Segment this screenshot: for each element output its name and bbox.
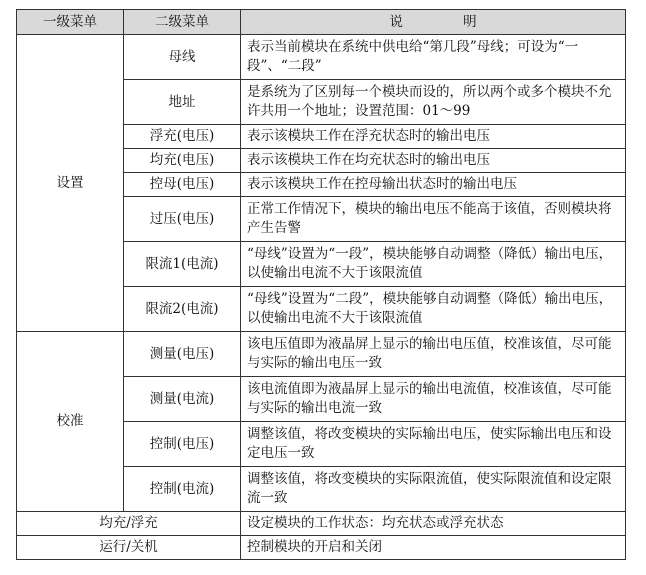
description-cell: 设定模块的工作状态：均充状态或浮充状态 [241, 512, 626, 536]
submenu-cell: 控制(电压) [124, 422, 241, 467]
description-cell: 表示该模块工作在浮充状态时的输出电压 [241, 125, 626, 149]
submenu-cell: 地址 [124, 80, 241, 125]
submenu-cell: 浮充(电压) [124, 125, 241, 149]
description-cell: 表示当前模块在系统中供电给“第几段”母线；可设为“一段”、“二段” [241, 35, 626, 80]
description-cell: “母线”设置为“二段”，模块能够自动调整（降低）输出电压，以使输出电流不大于该限流值 [241, 287, 626, 332]
menu-run-shutdown: 运行/关机 [17, 536, 241, 560]
submenu-cell: 控制(电流) [124, 467, 241, 512]
description-cell: 表示该模块工作在均充状态时的输出电压 [241, 149, 626, 173]
description-cell: 正常工作情况下，模块的输出电压不能高于该值，否则模块将产生告警 [241, 197, 626, 242]
submenu-cell: 测量(电流) [124, 377, 241, 422]
submenu-cell: 过压(电压) [124, 197, 241, 242]
description-cell: 调整该值，将改变模块的实际限流值，使实际限流值和设定限流一致 [241, 467, 626, 512]
table-row [17, 512, 626, 536]
submenu-cell: 限流2(电流) [124, 287, 241, 332]
submenu-cell: 控母(电压) [124, 173, 241, 197]
group-calibration-label: 校准 [17, 332, 124, 512]
menu-table [16, 9, 626, 560]
submenu-cell: 均充(电压) [124, 149, 241, 173]
description-cell: 该电压值即为液晶屏上显示的输出电压值，校准该值，尽可能与实际的输出电压一致 [241, 332, 626, 377]
description-cell: “母线”设置为“一段”，模块能够自动调整（降低）输出电压，以使输出电流不大于该限流值 [241, 242, 626, 287]
table-row [17, 35, 626, 80]
description-cell: 是系统为了区别每一个模块而设的，所以两个或多个模块不允许共用一个地址；设置范围：01～99 [241, 80, 626, 125]
description-cell: 调整该值，将改变模块的实际输出电压，使实际输出电压和设定电压一致 [241, 422, 626, 467]
submenu-cell: 限流1(电流) [124, 242, 241, 287]
header-description: 说 明 [241, 10, 626, 35]
header-level2: 二级菜单 [124, 10, 241, 35]
group-settings-label: 设置 [17, 35, 124, 332]
header-row [17, 10, 626, 35]
table-row [17, 536, 626, 560]
menu-equalize-float: 均充/浮充 [17, 512, 241, 536]
submenu-cell: 测量(电压) [124, 332, 241, 377]
description-cell: 表示该模块工作在控母输出状态时的输出电压 [241, 173, 626, 197]
description-cell: 控制模块的开启和关闭 [241, 536, 626, 560]
header-level1: 一级菜单 [17, 10, 124, 35]
description-cell: 该电流值即为液晶屏上显示的输出电流值，校准该值，尽可能与实际的输出电流一致 [241, 377, 626, 422]
table-row [17, 332, 626, 377]
submenu-cell: 母线 [124, 35, 241, 80]
